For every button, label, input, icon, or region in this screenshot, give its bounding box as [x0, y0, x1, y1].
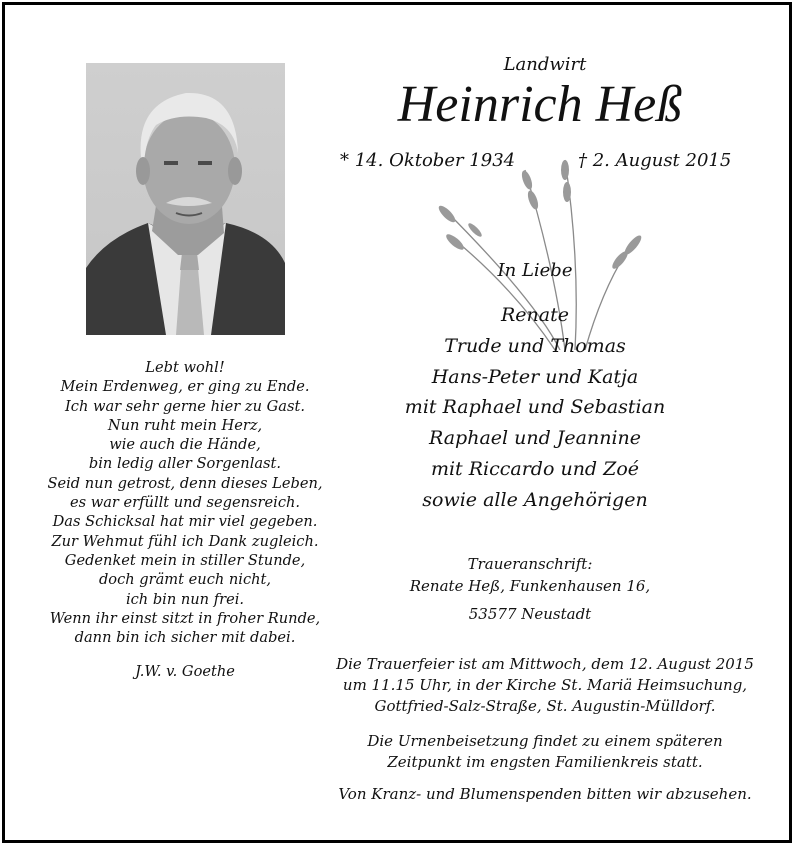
family-intro: In Liebe [497, 260, 573, 281]
family-list [360, 300, 710, 516]
occupation: Landwirt [503, 54, 587, 75]
poem-line: Zur Wehmut fühl ich Dank zugleich. [51, 532, 319, 550]
poem-line: Das Schicksal hat mir viel gegeben. [52, 513, 318, 531]
address-line: 53577 Neustadt [468, 605, 592, 623]
death-date: † 2. August 2015 [578, 150, 732, 171]
poem-line: Mein Erdenweg, er ging zu Ende. [60, 378, 310, 396]
poem-line: bin ledig aller Sorgenlast. [88, 455, 282, 473]
family-member: mit Riccardo und Zoé [430, 457, 640, 480]
poem-line: es war erfüllt und segensreich. [69, 494, 301, 512]
address-line: Renate Heß, Funkenhausen 16, [409, 577, 651, 595]
family-member: Renate [501, 304, 569, 326]
birth-date: * 14. Oktober 1934 [340, 150, 516, 171]
poem-line: ich bin nun frei. [125, 590, 245, 608]
poem-line: wie auch die Hände, [109, 436, 261, 454]
poem-line: Wenn ihr einst sitzt in froher Runde, [49, 609, 321, 627]
funeral-service-notice [310, 654, 780, 717]
poem-line: Gedenket mein in stiller Stunde, [64, 551, 306, 569]
notice-line: um 11.15 Uhr, in der Kirche St. Mariä Heimsuchung, [342, 676, 748, 694]
family-member: Trude und Thomas [444, 334, 626, 357]
notice-line: Die Urnenbeisetzung findet zu einem späteren [367, 732, 723, 750]
family-member: mit Raphael und Sebastian [404, 396, 666, 419]
urn-burial-notice [310, 731, 780, 773]
poem-line: Nun ruht mein Herz, [107, 416, 263, 434]
family-member: sowie alle Angehörigen [422, 488, 648, 511]
poem-line: Ich war sehr gerne hier zu Gast. [65, 397, 305, 415]
poem-line: doch grämt euch nicht, [98, 571, 272, 589]
family-member: Raphael und Jeannine [428, 427, 642, 450]
family-member: Hans-Peter und Katja [431, 365, 639, 388]
notice-line: Gottfried-Salz-Straße, St. Augustin-Mülldorf. [374, 697, 716, 715]
notice-line: Die Trauerfeier ist am Mittwoch, dem 12. August 2015 [336, 655, 754, 673]
poem-line: Lebt wohl! [145, 359, 225, 376]
poem [30, 358, 340, 647]
address-label: Traueranschrift: [467, 555, 593, 573]
poem-author: J.W. v. Goethe [135, 663, 235, 680]
poem-line: dann bin ich sicher mit dabei. [74, 629, 296, 647]
poem-line: Seid nun getrost, denn dieses Leben, [47, 474, 323, 492]
notice-line: Zeitpunkt im engsten Familienkreis statt. [387, 753, 703, 771]
deceased-name: Heinrich Heß [397, 76, 683, 133]
portrait-photo [86, 63, 285, 335]
mourning-address [380, 553, 680, 625]
flowers-notice: Von Kranz- und Blumenspenden bitten wir abzusehen. [338, 785, 752, 803]
